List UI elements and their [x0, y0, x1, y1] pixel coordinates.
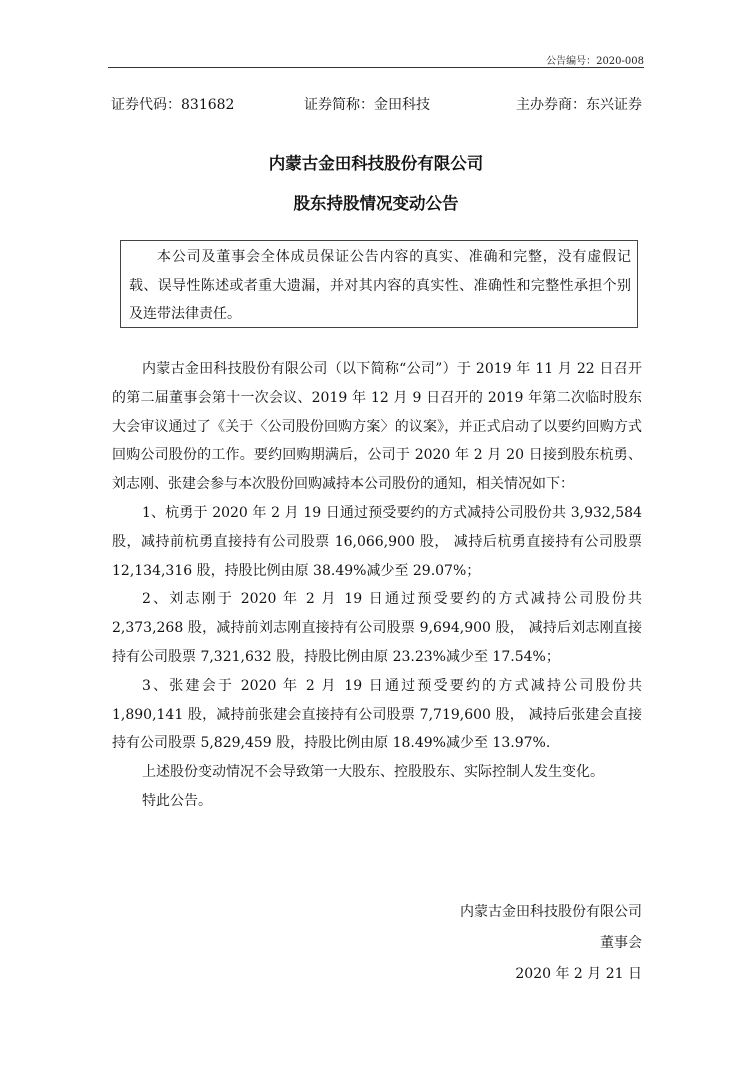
responsibility-statement-box: 本公司及董事会全体成员保证公告内容的真实、准确和完整，没有虚假记载、误导性陈述或者重大遗漏，并对其内容的真实性、准确性和完整性承担个别及连带法律责任。 [120, 240, 638, 328]
shareholder-item-2: 2、刘志刚于 2020 年 2 月 19 日通过预受要约的方式减持公司股份共 2,373,268 股，减持前刘志刚直接持有公司股票 9,694,900 股， 减持后刘志刚直接持有公司股票 7,321,632 股，持股比例由原 23.23%减少至 17.54%； [112, 591, 642, 665]
intro-paragraph: 内蒙古金田科技股份有限公司（以下简称“公司”）于 2019 年 11 月 22 日召开的第二届董事会第十一次会议、2019 年 12 月 9 日召开的 2019 年第二次临时股东大会审议通过了《关于〈公司股份回购方案〉的议案》，并正式启动了以要约回购方式回购公司股份的工作。要约回购期满后，公司于 2020 年 2 月 20 日接到股东杭勇、刘志刚、张建会参与本次股份回购减持本公司股份的通知，相关情况如下： [112, 361, 642, 493]
shareholder-item-1: 1、杭勇于 2020 年 2 月 19 日通过预受要约的方式减持公司股份共 3,932,584 股，减持前杭勇直接持有公司股票 16,066,900 股， 减持后杭勇直接持有公司股票 12,134,316 股，持股比例由原 38.49%减少至 29.07%； [112, 504, 642, 579]
lead-broker: 主办券商：东兴证券 [516, 97, 642, 113]
signature-board: 董事会 [600, 935, 642, 951]
securities-info-row [111, 94, 642, 114]
signature-block [460, 897, 642, 990]
signature-date: 2020 年 2 月 21 日 [515, 966, 642, 982]
header-divider [108, 67, 644, 68]
company-title: 内蒙古金田科技股份有限公司 [268, 154, 484, 173]
shareholder-item-3: 3、张建会于 2020 年 2 月 19 日通过预受要约的方式减持公司股份共 1,890,141 股，减持前张建会直接持有公司股票 7,719,600 股， 减持后张建会直接持有公司股票 5,829,459 股，持股比例由原 18.49%减少至 13.97%. [112, 677, 642, 752]
securities-short-name: 证券简称：金田科技 [304, 97, 430, 113]
announcement-title: 股东持股情况变动公告 [293, 194, 459, 213]
announcement-body [112, 355, 642, 816]
securities-code: 证券代码：831682 [111, 97, 235, 113]
control-statement: 上述股份变动情况不会导致第一大股东、控股股东、实际控制人发生变化。 [142, 764, 604, 781]
signature-company: 内蒙古金田科技股份有限公司 [460, 904, 642, 920]
doc-number: 公告编号：2020-008 [546, 56, 644, 67]
closing-line: 特此公告。 [142, 792, 212, 809]
